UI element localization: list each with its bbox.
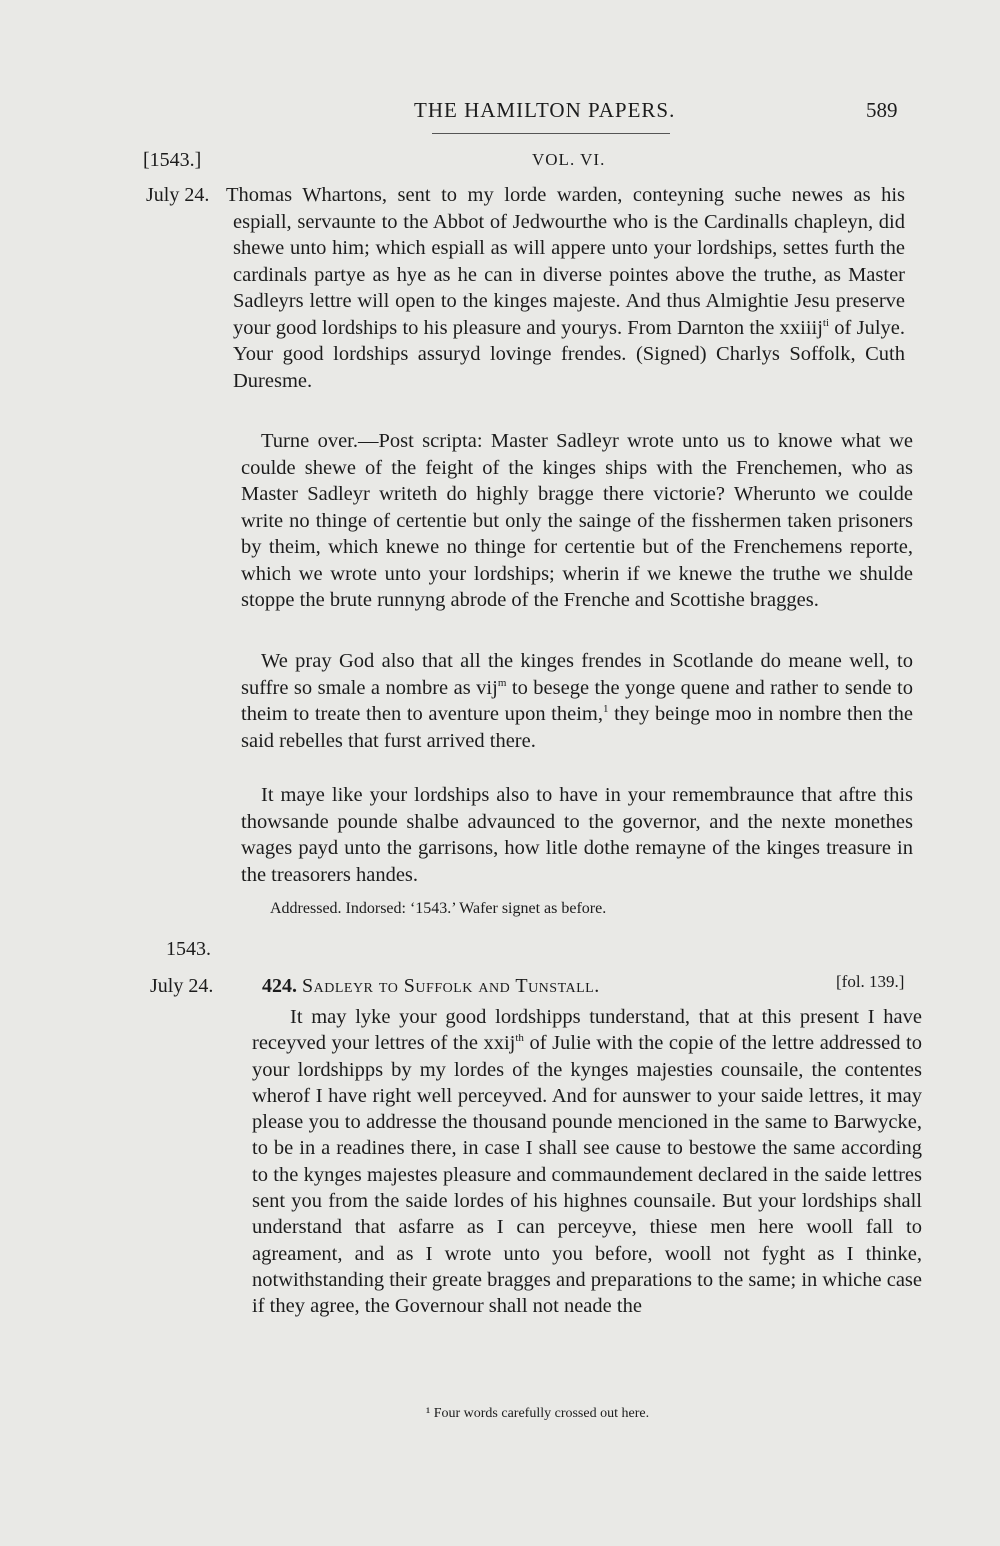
superscript: th [515, 1032, 524, 1045]
paragraph-5-text-cont: of Julie with the copie of the lettre addressed to your lordshipps by my lordes of the kynges majesties counsaile, the contentes wherof I have right well perceyved. And for aunswer to your saide lettres, it may please you to addresse the thousand pounde mencioned in the same to Barwycke, to be in a readines there, in case I shall see cause to bestowe the same according to the kynges majestes pleasure and commaundement declared in the saide lettres sent you from the saide lordes of his highnes counsaile. But your lordships shall understand that asfarre as I can perceyve, thiese men here wooll fall to agreament, and as I wrote unto you before, wooll not fyght as I thinke, notwithstanding their greate bragges and preparations to the same; in whiche case if they agree, the Governour shall not neade the [252, 1032, 923, 1318]
margin-year: [1543.] [143, 149, 202, 171]
paragraph-2: Turne over.—Post scripta: Master Sadleyr wrote unto us to knowe what we coulde shewe of the feight of the kinges ships with the Frenchemen, who as Master Sadleyr writeth do highly bragge there victorie? Wherunto we coulde write no thinge of certentie but only the sainge of the fisshermen taken prisoners by theim, which knewe no thinge for certentie but of the Frenchemens reporte, which we wrote unto your lordships; wherin if we knewe the truthe we shulde stoppe the brute runnyng abrode of the Frenche and Scottishe bragges. [241, 430, 913, 611]
endorsement-note: Addressed. Indorsed: ‘1543.’ Wafer signet as before. [270, 900, 607, 917]
folio-reference: [fol. 139.] [836, 972, 905, 991]
letter-title: Sadleyr to Suffolk and Tunstall. [302, 975, 600, 997]
paragraph-5 [252, 1004, 922, 1320]
margin-date: July 24. [146, 184, 210, 206]
margin-date-2: July 24. [150, 975, 214, 997]
letter-number: 424. [262, 975, 297, 997]
superscript: ti [822, 316, 830, 329]
margin-year-2: 1543. [166, 938, 211, 960]
footnote: ¹ Four words carefully crossed out here. [426, 1406, 650, 1421]
paragraph-4: It maye like your lordships also to have in your remembraunce that aftre this thowsande pounde shalbe advaunced to the governor, and the nexte monethes wages payd unto the garrisons, how litle dothe remayne of the kinges treasure in the treasorers handes. [241, 784, 913, 886]
paragraph-3-text: We pray God also that all the kinges frendes in Scotlande do meane well, to suffre so smale a nombre as vij [241, 650, 913, 699]
paragraph-3-text-mid: to besege the yonge quene and rather to sende to theim to treate then to aventure upon theim, [241, 676, 913, 725]
paragraph-5-text: It may lyke your good lordshipps tunderstand, that at this present I have receyved your lettres of the xxij [252, 1006, 922, 1055]
paragraph-1-text: Thomas Whartons, sent to my lorde warden, conteyning suche newes as his espiall, servaunte to the Abbot of Jedwourthe who is the Cardinalls chapleyn, did shewe unto him; which espiall as will appere unto your lordships, settes furth the cardinals partye as hye as he can in diverse pointes above the truthe, as Master Sadleyrs lettre will open to the kinges majeste. And thus Almightie Jesu preserve your good lordships to his pleasure and yourys. From Darnton the xxiiij [226, 184, 905, 339]
paragraph-3 [241, 648, 913, 754]
paragraph-3-text-cont: they beinge moo in nombre then the said rebelles that furst arrived there. [241, 703, 913, 752]
superscript: m [497, 676, 507, 689]
paragraph-1-text-cont: of Julye. Your good lordships assuryd lovinge frendes. (Signed) Charlys Soffolk, Cuth Duresme. [233, 316, 905, 392]
footnote-ref: 1 [602, 703, 609, 716]
volume-label: VOL. VI. [532, 150, 606, 169]
letter-heading [262, 975, 600, 998]
paragraph-1 [226, 182, 905, 394]
running-head: THE HAMILTON PAPERS. [414, 98, 676, 122]
header-rule [432, 133, 670, 134]
page-number: 589 [866, 98, 898, 122]
